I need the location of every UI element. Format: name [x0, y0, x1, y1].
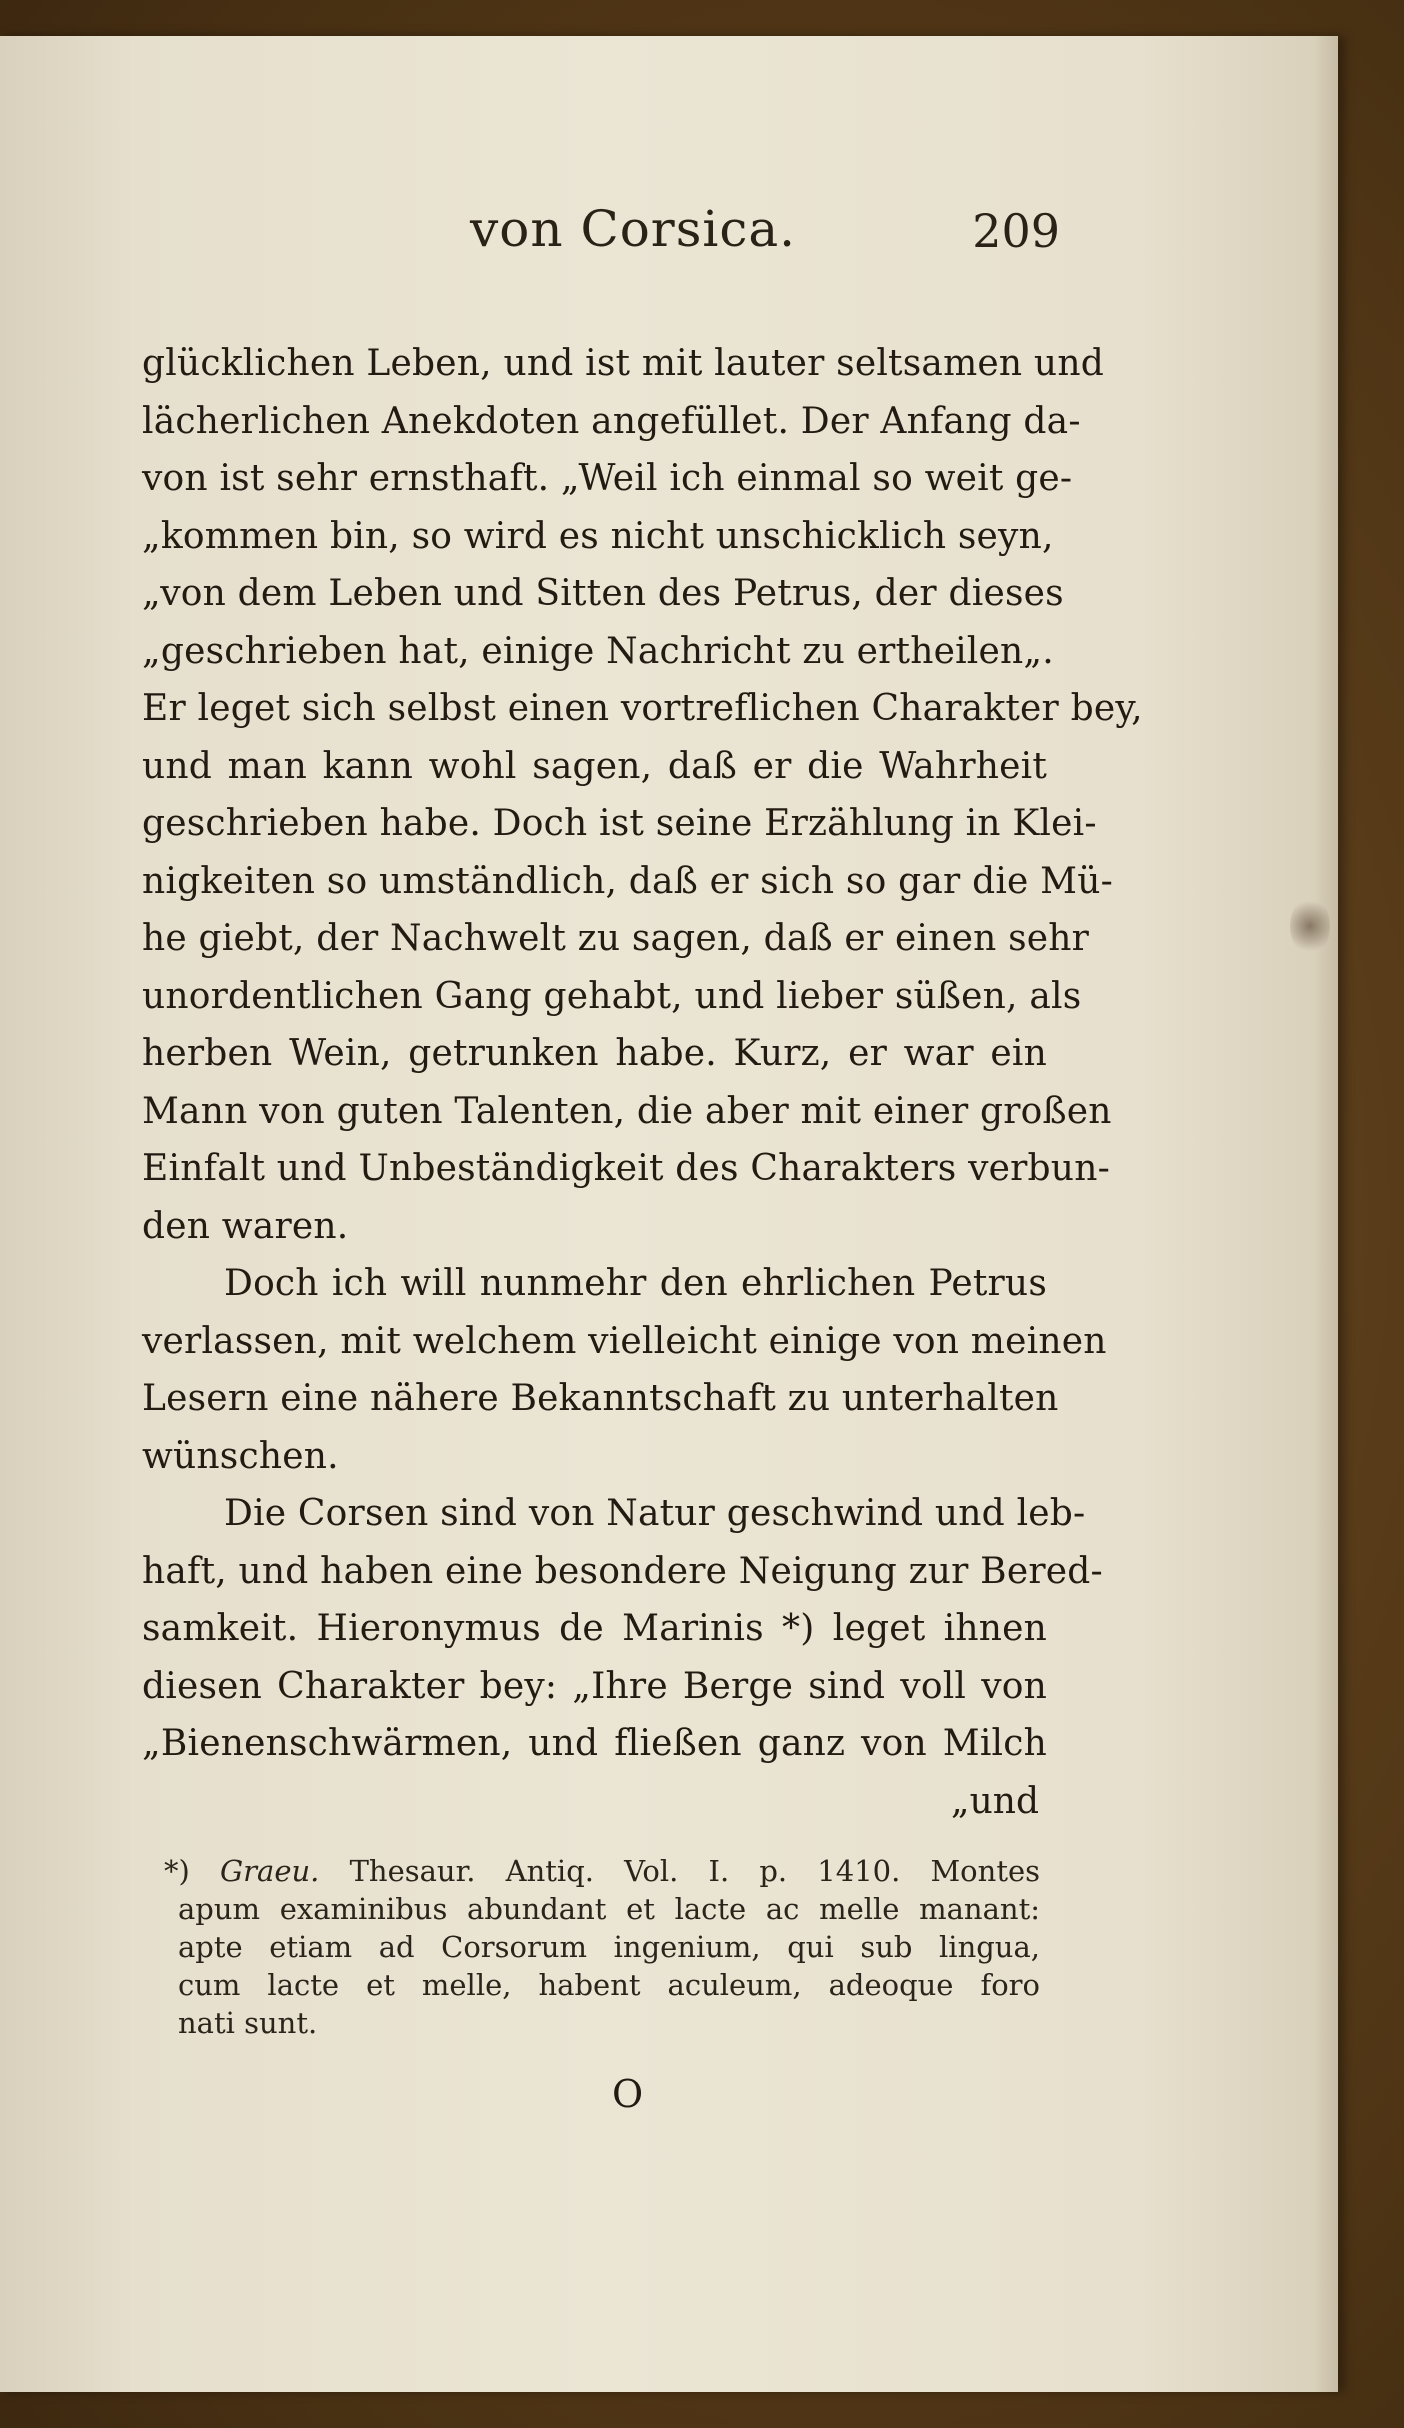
text-line: haft, und haben eine besondere Neigung zur Bered-	[142, 1550, 1103, 1592]
text-line: und man kann wohl sagen, daß er die Wahrheit	[142, 745, 1047, 787]
text-line-paragraph-end: den waren.	[142, 1205, 349, 1247]
text-line: herben Wein, getrunken habe. Kurz, er war ein	[142, 1033, 1047, 1074]
paper-stain	[1290, 896, 1330, 956]
text-line: Mann von guten Talenten, die aber mit einer großen	[142, 1090, 1112, 1132]
text-line: verlassen, mit welchem vielleicht einige von meinen	[142, 1320, 1107, 1362]
text-line-paragraph-start: Doch ich will nunmehr den ehrlichen Petrus	[224, 1263, 1047, 1304]
footnote-line: apte etiam ad Corsorum ingenium, qui sub lingua,	[178, 1930, 1040, 1964]
text-line: von ist sehr ernsthaft. „Weil ich einmal so weit ge-	[142, 458, 1073, 499]
footnote-marker: *)	[164, 1854, 190, 1888]
text-line: Er leget sich selbst einen vortreflichen Charakter bey,	[142, 688, 1143, 729]
text-line: diesen Charakter bey: „Ihre Berge sind voll von	[142, 1665, 1047, 1707]
text-line: lächerlichen Anekdoten angefüllet. Der Anfang da-	[142, 400, 1081, 442]
footnote-line: apum examinibus abundant et lacte ac melle manant:	[178, 1892, 1040, 1926]
text-line: Lesern eine nähere Bekanntschaft zu unterhalten	[142, 1378, 1059, 1419]
text-line: geschrieben habe. Doch ist seine Erzählung in Klei-	[142, 803, 1097, 844]
footnote-first-line	[164, 1852, 1040, 1890]
text-line: samkeit. Hieronymus de Marinis *) leget ihnen	[142, 1608, 1047, 1649]
signature-mark: O	[612, 2072, 644, 2116]
text-line: „von dem Leben und Sitten des Petrus, der dieses	[142, 573, 1064, 614]
text-line: „kommen bin, so wird es nicht unschicklich seyn,	[142, 515, 1054, 557]
page-header	[140, 200, 1060, 280]
text-line: Einfalt und Unbeständigkeit des Charakters verbun-	[142, 1148, 1110, 1189]
catchword: „und	[950, 1780, 1039, 1822]
text-line-paragraph-start: Die Corsen sind von Natur geschwind und leb-	[224, 1493, 1086, 1534]
text-line: unordentlichen Gang gehabt, und lieber süßen, als	[142, 975, 1082, 1017]
text-line: glücklichen Leben, und ist mit lauter seltsamen und	[142, 343, 1104, 384]
page-number: 209	[972, 204, 1060, 258]
text-line-paragraph-end: wünschen.	[142, 1435, 339, 1477]
text-line: „geschrieben hat, einige Nachricht zu ertheilen„.	[142, 630, 1054, 672]
body-text	[142, 335, 1143, 1830]
text-line: nigkeiten so umständlich, daß er sich so gar die Mü-	[142, 860, 1113, 902]
footnote	[164, 1852, 1041, 2042]
footnote-line: nati sunt.	[178, 2006, 318, 2040]
running-title: von Corsica.	[470, 200, 797, 258]
text-line: he giebt, der Nachwelt zu sagen, daß er einen sehr	[142, 918, 1090, 959]
footnote-text: Thesaur. Antiq. Vol. I. p. 1410. Montes	[349, 1854, 1041, 1888]
footnote-author: Graeu.	[220, 1854, 320, 1888]
footnote-line: cum lacte et melle, habent aculeum, adeoque foro	[178, 1968, 1040, 2002]
page-edge-shadow	[1314, 36, 1338, 2392]
text-line: „Bienenschwärmen, und fließen ganz von Milch	[142, 1723, 1047, 1764]
